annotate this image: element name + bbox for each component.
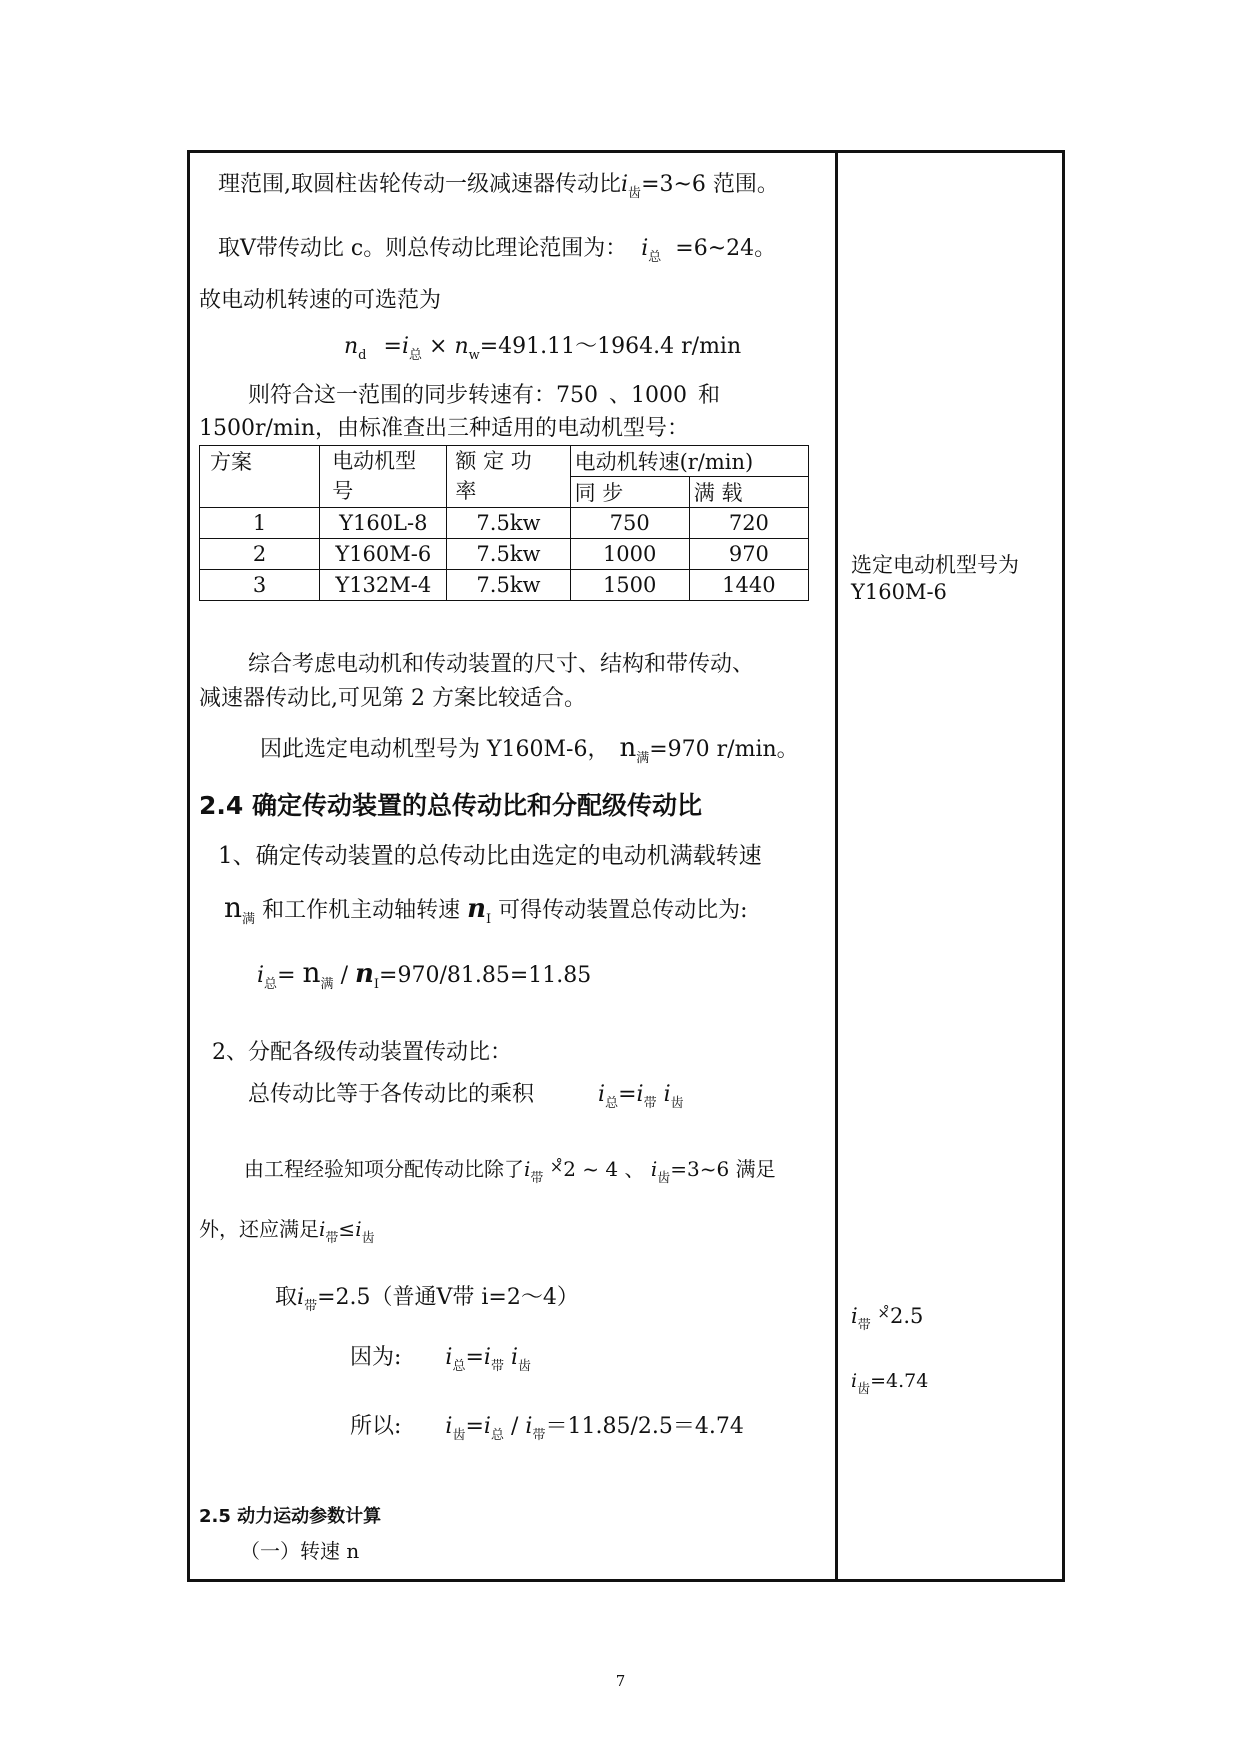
operator: =	[465, 1345, 484, 1370]
symbol: i	[445, 1345, 453, 1370]
operator: /	[510, 1414, 519, 1439]
text-line: 则符合这一范围的同步转速有：750 、1000 和	[248, 383, 720, 408]
operator: =	[383, 334, 402, 359]
text-segment: 可得传动装置总传动比为:	[498, 898, 748, 923]
text-line: 2、分配各级传动装置传动比：	[212, 1040, 512, 1065]
page-number: 7	[615, 1672, 626, 1690]
text-line	[248, 1082, 684, 1117]
operator: =	[277, 963, 296, 988]
subscript: 齿	[857, 1382, 871, 1397]
table-cell: 1000	[570, 539, 689, 570]
text-segment: ＝11.85/2.5＝4.74	[545, 1414, 744, 1439]
text-line: （一）转速 n	[240, 1539, 360, 1563]
table-cell: Y160L-8	[320, 508, 447, 539]
text-segment: =4.74	[870, 1370, 929, 1392]
subscript: 带	[325, 1231, 339, 1246]
symbol: n	[224, 891, 243, 924]
text-line	[224, 891, 748, 933]
text-line	[218, 236, 776, 271]
text-line: 故电动机转速的可选范为	[199, 288, 442, 313]
side-note	[851, 1304, 923, 1333]
subscript: 满	[320, 977, 334, 992]
text-line	[199, 1216, 375, 1252]
text-segment: 取	[275, 1285, 298, 1310]
subscript: 总	[452, 1359, 466, 1374]
symbol: n	[454, 334, 469, 359]
symbol: i	[524, 1157, 531, 1181]
text-segment: 2 ~ 4 、	[563, 1157, 645, 1181]
table-header-power	[447, 446, 570, 508]
symbol: n	[344, 334, 359, 359]
symbol: i	[851, 1370, 858, 1392]
table-cell: 7.5kw	[447, 539, 570, 570]
approx-symbol: ×̊	[549, 1157, 564, 1176]
symbol: i	[621, 172, 629, 197]
operator: =	[618, 1082, 637, 1107]
text-line	[350, 1345, 531, 1380]
symbol: i	[510, 1345, 519, 1370]
subscript: 齿	[670, 1096, 684, 1111]
side-note: 选定电动机型号为	[851, 553, 1019, 577]
operator: ×	[429, 334, 448, 359]
header-text: 电动机型	[332, 449, 417, 473]
symbol: i	[851, 1304, 858, 1328]
table-cell: 970	[689, 539, 808, 570]
table-cell: 750	[570, 508, 689, 539]
subscript: 总	[264, 977, 278, 992]
section-heading: 2.5 动力运动参数计算	[199, 1506, 382, 1527]
table-header-full: 满 载	[689, 477, 808, 508]
symbol: i	[401, 334, 409, 359]
text-segment: 理范围,取圆柱齿轮传动一级减速器传动比	[218, 172, 621, 197]
text-segment: =3~6 范围。	[641, 172, 779, 197]
subscript: 总	[648, 250, 662, 265]
symbol: i	[636, 1082, 644, 1107]
symbol: i	[641, 236, 649, 261]
table-cell: Y132M-4	[320, 570, 447, 601]
symbol: i	[525, 1414, 533, 1439]
text-segment: 因此选定电动机型号为 Y160M-6，	[260, 737, 610, 762]
subscript: 满	[242, 912, 256, 927]
symbol: n	[467, 894, 486, 924]
subscript: 齿	[628, 186, 642, 201]
symbol: i	[257, 963, 265, 988]
text-line	[260, 735, 799, 772]
table-cell: 7.5kw	[447, 570, 570, 601]
table-cell: 1440	[689, 570, 808, 601]
symbol: i	[598, 1082, 606, 1107]
text-line	[275, 1285, 579, 1320]
text-segment: 和工作机主动轴转速	[262, 898, 461, 923]
symbol: i	[483, 1414, 491, 1439]
subscript: 总	[408, 348, 422, 363]
subscript: I	[373, 977, 380, 992]
subscript: 总	[490, 1428, 504, 1443]
table-cell: 720	[689, 508, 808, 539]
header-text: 率	[455, 479, 477, 503]
symbol: n	[302, 956, 321, 989]
motor-table	[199, 445, 809, 601]
symbol: n	[354, 959, 374, 989]
subscript: 带	[304, 1299, 318, 1314]
symbol: i	[297, 1285, 305, 1310]
formula-line	[257, 956, 592, 998]
text-segment: 由工程经验知项分配传动比除了	[244, 1157, 524, 1181]
side-note	[851, 1370, 928, 1397]
text-segment: =3~6 满足	[670, 1157, 776, 1181]
table-row	[200, 539, 809, 570]
text-segment: =970/81.85=11.85	[379, 963, 592, 988]
table-cell: 3	[200, 570, 320, 601]
subscript: 齿	[518, 1359, 532, 1374]
table-cell: Y160M-6	[320, 539, 447, 570]
text-line: 减速器传动比,可见第 2 方案比较适合。	[199, 686, 586, 711]
table-header-speed: 电动机转速(r/min)	[570, 446, 808, 477]
subscript: 齿	[657, 1171, 671, 1186]
column-divider	[835, 150, 838, 1582]
header-text: 额 定 功	[455, 449, 532, 473]
text-line	[218, 172, 779, 207]
subscript: 带	[532, 1428, 546, 1443]
table-cell: 7.5kw	[447, 508, 570, 539]
subscript: w	[468, 348, 480, 363]
text-segment: =491.11～1964.4 r/min	[479, 334, 742, 359]
subscript: 带	[530, 1171, 544, 1186]
formula-line	[344, 334, 741, 369]
table-header-sync: 同 步	[570, 477, 689, 508]
operator: ≤	[338, 1217, 356, 1241]
text-segment: =2.5（普通Ⅴ带 i=2～4）	[317, 1285, 579, 1310]
text-segment: 外，还应满足	[199, 1217, 319, 1241]
subscript: 带	[857, 1318, 871, 1333]
table-row	[200, 508, 809, 539]
subscript: d	[358, 348, 367, 363]
symbol: n	[619, 733, 637, 763]
subscript: 带	[643, 1096, 657, 1111]
text-segment: =6~24。	[675, 236, 777, 261]
text-segment: 取Ⅴ带传动比 c。则总传动比理论范围为：	[218, 236, 628, 261]
text-line: 1500r/min，由标准查出三种适用的电动机型号：	[199, 416, 689, 441]
text-segment: =970 r/min。	[649, 737, 799, 762]
table-cell: 1	[200, 508, 320, 539]
header-text: 号	[332, 479, 354, 503]
text-line	[350, 1414, 744, 1449]
table-cell: 2	[200, 539, 320, 570]
text-segment: 2.5	[890, 1304, 924, 1328]
section-heading: 2.4 确定传动装置的总传动比和分配级传动比	[199, 791, 702, 820]
subscript: 齿	[452, 1428, 466, 1443]
text-line: 1、确定传动装置的总传动比由选定的电动机满载转速	[218, 843, 762, 869]
subscript: 总	[605, 1096, 619, 1111]
symbol: i	[650, 1157, 658, 1181]
subscript: I	[485, 912, 492, 927]
side-note: Y160M-6	[851, 580, 947, 604]
subscript: 齿	[361, 1231, 375, 1246]
subscript: 带	[490, 1359, 504, 1374]
subscript: 满	[636, 751, 650, 766]
approx-symbol: ×̊	[877, 1304, 890, 1322]
table-header-model	[320, 446, 447, 508]
symbol: i	[355, 1217, 362, 1241]
text-segment: 因为:	[350, 1345, 402, 1370]
table-row	[200, 570, 809, 601]
text-line	[244, 1154, 776, 1192]
table-header-scheme: 方案	[200, 446, 320, 508]
text-segment: 所以:	[350, 1414, 402, 1439]
symbol: i	[483, 1345, 491, 1370]
text-segment: 总传动比等于各传动比的乘积	[248, 1082, 535, 1107]
operator: =	[465, 1414, 484, 1439]
text-line: 综合考虑电动机和传动装置的尺寸、结构和带传动、	[248, 652, 755, 677]
table-cell: 1500	[570, 570, 689, 601]
symbol: i	[445, 1414, 453, 1439]
symbol: i	[663, 1082, 671, 1107]
operator: /	[340, 963, 348, 988]
symbol: i	[319, 1217, 326, 1241]
